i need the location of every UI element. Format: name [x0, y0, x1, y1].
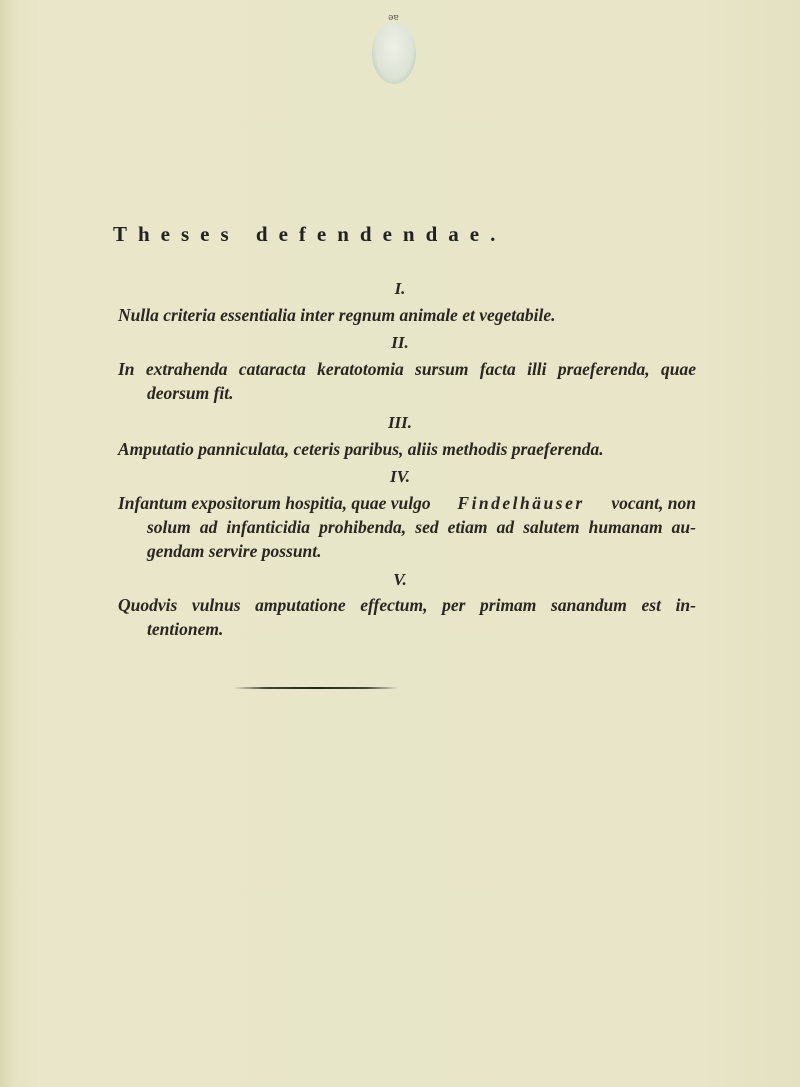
thesis-1-line-1: Nulla criteria essentialia inter regnum animale et vegetabile. — [118, 305, 556, 325]
thesis-4-line-2: solum ad infanticidia prohibenda, sed etiam ad salutem humanam au- — [147, 517, 696, 537]
thesis-4-numeral: IV. — [389, 467, 410, 486]
paper-stain — [372, 22, 416, 84]
thesis-4-text: Infantum expositorum hospitia, quae vulgo — [118, 493, 431, 513]
thesis-3-numeral: III. — [387, 413, 413, 432]
thesis-2-line-1: In extrahenda cataracta keratotomia sursum facta illi praeferenda, quae — [118, 359, 696, 379]
thesis-5-line-1: Quodvis vulnus amputatione effectum, per primam sanandum est in- — [118, 595, 696, 615]
thesis-4-line-3: gendam servire possunt. — [147, 541, 322, 561]
thesis-5-line-2: tentionem. — [147, 619, 224, 639]
page-title: Theses defendendae. — [113, 222, 507, 246]
thesis-2-numeral: II. — [391, 333, 409, 352]
thesis-5-numeral: V. — [393, 570, 407, 589]
thesis-1-numeral: I. — [394, 279, 406, 298]
thesis-2-line-2: deorsum fit. — [147, 383, 234, 403]
thesis-4-line-1 — [118, 493, 696, 514]
marginalia: ae — [388, 12, 399, 22]
end-rule — [233, 687, 399, 689]
thesis-3-line-1: Amputatio panniculata, ceteris paribus, aliis methodis praeferenda. — [118, 439, 604, 459]
thesis-4-spaced-term: Findelhäuser — [457, 493, 585, 513]
thesis-4-text-end: vocant, non — [611, 493, 696, 513]
